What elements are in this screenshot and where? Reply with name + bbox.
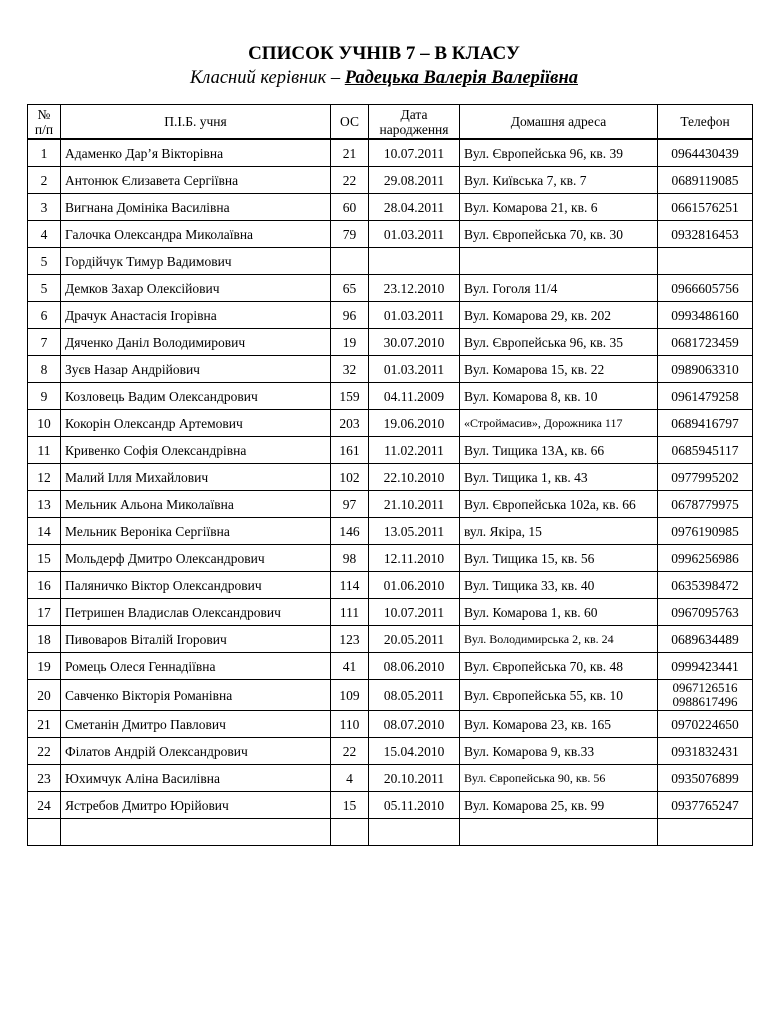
cell-os: 96 [331, 302, 369, 329]
cell-birth-date: 29.08.2011 [369, 167, 460, 194]
cell-os: 109 [331, 680, 369, 711]
table-row [28, 194, 753, 221]
cell-number: 13 [28, 491, 61, 518]
cell-address: Вул. Комарова 29, кв. 202 [460, 302, 658, 329]
phone-number: 0988617496 [672, 694, 738, 709]
cell-address: Вул. Європейська 102а, кв. 66 [460, 491, 658, 518]
cell-os: 203 [331, 410, 369, 437]
cell-phone [658, 275, 753, 302]
phone-number: 0685945117 [671, 442, 739, 458]
cell-address: Вул. Європейська 90, кв. 56 [460, 765, 658, 792]
column-header-phone: Телефон [658, 105, 753, 140]
cell-student-name: Козловець Вадим Олександрович [61, 383, 331, 410]
phone-number: 0935076899 [671, 770, 739, 786]
cell-number: 14 [28, 518, 61, 545]
cell-address: Вул. Тищика 33, кв. 40 [460, 572, 658, 599]
cell-phone [658, 139, 753, 167]
phone-number: 0996256986 [671, 550, 739, 566]
column-header-os: ОС [331, 105, 369, 140]
phone-number: 0689119085 [671, 172, 739, 188]
cell-phone [658, 464, 753, 491]
cell-address: Вул. Тищика 1, кв. 43 [460, 464, 658, 491]
cell-birth-date: 21.10.2011 [369, 491, 460, 518]
cell-address: Вул. Комарова 9, кв.33 [460, 738, 658, 765]
cell-os: 19 [331, 329, 369, 356]
table-header-row [28, 105, 753, 140]
cell-number: 3 [28, 194, 61, 221]
cell-number: 4 [28, 221, 61, 248]
table-row [28, 410, 753, 437]
cell-number: 18 [28, 626, 61, 653]
cell-address [460, 248, 658, 275]
cell-birth-date: 20.10.2011 [369, 765, 460, 792]
cell-student-name: Юхимчук Аліна Василівна [61, 765, 331, 792]
cell-address: Вул. Європейська 70, кв. 30 [460, 221, 658, 248]
cell-address: Вул. Комарова 15, кв. 22 [460, 356, 658, 383]
table-row [28, 738, 753, 765]
phone-number: 0961479258 [671, 388, 739, 404]
cell-student-name: Савченко Вікторія Романівна [61, 680, 331, 711]
cell-student-name: Галочка Олександра Миколаївна [61, 221, 331, 248]
teacher-label: Класний керівник – [190, 68, 345, 88]
cell-birth-date: 08.05.2011 [369, 680, 460, 711]
cell-os: 159 [331, 383, 369, 410]
cell-phone [658, 572, 753, 599]
phone-number: 0967126516 [672, 680, 738, 695]
cell-number: 2 [28, 167, 61, 194]
cell-address: вул. Якіра, 15 [460, 518, 658, 545]
cell-phone [658, 356, 753, 383]
cell-student-name: Антонюк Єлизавета Сергіївна [61, 167, 331, 194]
cell-student-name: Вигнана Домініка Василівна [61, 194, 331, 221]
cell-student-name: Адаменко Дар’я Вікторівна [61, 139, 331, 167]
cell-number: 1 [28, 139, 61, 167]
phone-number: 0966605756 [671, 280, 739, 296]
cell-birth-date: 08.06.2010 [369, 653, 460, 680]
table-row [28, 765, 753, 792]
phone-number: 0937765247 [671, 797, 739, 813]
cell-birth-date: 01.03.2011 [369, 302, 460, 329]
column-header-number-line2: п/п [34, 121, 54, 137]
cell-phone [658, 302, 753, 329]
column-header-number-line1: № [37, 106, 51, 122]
cell-birth-date [369, 248, 460, 275]
cell-address: Вул. Комарова 8, кв. 10 [460, 383, 658, 410]
cell-student-name: Пивоваров Віталій Ігорович [61, 626, 331, 653]
cell-phone [658, 599, 753, 626]
teacher-name: Радецька Валерія Валеріївна [344, 68, 578, 88]
cell-number: 22 [28, 738, 61, 765]
cell-birth-date: 05.11.2010 [369, 792, 460, 819]
cell-address: Вул. Київська 7, кв. 7 [460, 167, 658, 194]
cell-birth-date: 10.07.2011 [369, 599, 460, 626]
table-row [28, 437, 753, 464]
cell-birth-date: 11.02.2011 [369, 437, 460, 464]
cell-birth-date: 15.04.2010 [369, 738, 460, 765]
cell-number: 21 [28, 711, 61, 738]
cell-os: 22 [331, 738, 369, 765]
cell-birth-date: 23.12.2010 [369, 275, 460, 302]
page-title: СПИСОК УЧНІВ 7 – В КЛАСУ [248, 43, 520, 64]
cell-birth-date: 13.05.2011 [369, 518, 460, 545]
cell-os: 4 [331, 765, 369, 792]
table-row [28, 248, 753, 275]
table-row [28, 680, 753, 711]
cell-student-name: Малий Ілля Михайлович [61, 464, 331, 491]
cell-os: 114 [331, 572, 369, 599]
cell-student-name: Філатов Андрій Олександрович [61, 738, 331, 765]
cell-student-name: Зуєв Назар Андрійович [61, 356, 331, 383]
cell-student-name: Ромець Олеся Геннадіївна [61, 653, 331, 680]
cell-address: Вул. Комарова 21, кв. 6 [460, 194, 658, 221]
cell-student-name [61, 819, 331, 846]
phone-number: 0989063310 [671, 361, 739, 377]
cell-os: 98 [331, 545, 369, 572]
cell-address: Вул. Комарова 25, кв. 99 [460, 792, 658, 819]
cell-birth-date: 22.10.2010 [369, 464, 460, 491]
phone-number: 0932816453 [671, 226, 739, 242]
cell-birth-date [369, 819, 460, 846]
cell-phone [658, 167, 753, 194]
phone-number: 0678779975 [671, 496, 739, 512]
cell-phone [658, 221, 753, 248]
cell-birth-date: 30.07.2010 [369, 329, 460, 356]
cell-student-name: Ястребов Дмитро Юрійович [61, 792, 331, 819]
cell-os: 110 [331, 711, 369, 738]
cell-number: 15 [28, 545, 61, 572]
cell-address: Вул. Гоголя 11/4 [460, 275, 658, 302]
table-row [28, 518, 753, 545]
cell-address: Вул. Володимирська 2, кв. 24 [460, 626, 658, 653]
cell-birth-date: 01.03.2011 [369, 221, 460, 248]
cell-student-name: Мельник Альона Миколаївна [61, 491, 331, 518]
column-header-name: П.І.Б. учня [61, 105, 331, 140]
cell-os: 102 [331, 464, 369, 491]
table-row [28, 221, 753, 248]
table-row [28, 302, 753, 329]
table-row [28, 545, 753, 572]
cell-student-name: Дяченко Даніл Володимирович [61, 329, 331, 356]
cell-student-name: Сметанін Дмитро Павлович [61, 711, 331, 738]
cell-number: 10 [28, 410, 61, 437]
cell-os: 32 [331, 356, 369, 383]
cell-phone [658, 792, 753, 819]
phone-number: 0689634489 [671, 631, 739, 647]
cell-address: Вул. Європейська 96, кв. 35 [460, 329, 658, 356]
table-row [28, 626, 753, 653]
cell-phone [658, 437, 753, 464]
cell-number: 6 [28, 302, 61, 329]
cell-number: 8 [28, 356, 61, 383]
cell-os: 41 [331, 653, 369, 680]
cell-birth-date: 08.07.2010 [369, 711, 460, 738]
cell-os: 15 [331, 792, 369, 819]
table-row [28, 329, 753, 356]
phone-number: 0689416797 [671, 415, 739, 431]
cell-number: 17 [28, 599, 61, 626]
phone-number: 0977995202 [671, 469, 739, 485]
phone-number: 0993486160 [671, 307, 739, 323]
phone-number: 0976190985 [671, 523, 739, 539]
cell-number: 12 [28, 464, 61, 491]
cell-student-name: Гордійчук Тимур Вадимович [61, 248, 331, 275]
cell-number: 11 [28, 437, 61, 464]
cell-address: Вул. Європейська 96, кв. 39 [460, 139, 658, 167]
cell-number: 19 [28, 653, 61, 680]
cell-os: 21 [331, 139, 369, 167]
cell-os: 161 [331, 437, 369, 464]
cell-os: 123 [331, 626, 369, 653]
cell-os: 146 [331, 518, 369, 545]
cell-student-name: Драчук Анастасія Ігорівна [61, 302, 331, 329]
table-row [28, 464, 753, 491]
cell-os: 97 [331, 491, 369, 518]
cell-birth-date: 04.11.2009 [369, 383, 460, 410]
cell-phone [658, 410, 753, 437]
cell-os: 22 [331, 167, 369, 194]
phone-number: 0661576251 [671, 199, 739, 215]
phone-number: 0967095763 [671, 604, 739, 620]
cell-phone [658, 383, 753, 410]
cell-student-name: Кокорін Олександр Артемович [61, 410, 331, 437]
cell-os: 60 [331, 194, 369, 221]
cell-address: Вул. Тищика 13А, кв. 66 [460, 437, 658, 464]
cell-address: Вул. Європейська 70, кв. 48 [460, 653, 658, 680]
cell-phone [658, 738, 753, 765]
table-row [28, 711, 753, 738]
table-row [28, 383, 753, 410]
cell-os [331, 248, 369, 275]
table-body [28, 139, 753, 846]
cell-os: 65 [331, 275, 369, 302]
cell-os [331, 819, 369, 846]
cell-address: Вул. Комарова 1, кв. 60 [460, 599, 658, 626]
phone-number: 0681723459 [671, 334, 739, 350]
cell-birth-date: 28.04.2011 [369, 194, 460, 221]
cell-number: 23 [28, 765, 61, 792]
table-row [28, 819, 753, 846]
cell-phone [658, 194, 753, 221]
cell-phone [658, 491, 753, 518]
phone-number: 0970224650 [671, 716, 739, 732]
table-row [28, 356, 753, 383]
cell-os: 79 [331, 221, 369, 248]
cell-student-name: Мольдерф Дмитро Олександрович [61, 545, 331, 572]
page-subtitle [0, 66, 768, 90]
table-row [28, 491, 753, 518]
cell-number: 7 [28, 329, 61, 356]
cell-student-name: Демков Захар Олексійович [61, 275, 331, 302]
table-row [28, 792, 753, 819]
phone-number: 0999423441 [671, 658, 739, 674]
phone-number: 0635398472 [671, 577, 739, 593]
cell-number: 5 [28, 275, 61, 302]
cell-phone [658, 545, 753, 572]
table-row [28, 599, 753, 626]
table-row [28, 139, 753, 167]
cell-student-name: Мельник Вероніка Сергіївна [61, 518, 331, 545]
cell-student-name: Паляничко Віктор Олександрович [61, 572, 331, 599]
cell-phone [658, 626, 753, 653]
table-row [28, 572, 753, 599]
cell-student-name: Петришен Владислав Олександрович [61, 599, 331, 626]
cell-birth-date: 19.06.2010 [369, 410, 460, 437]
column-header-number [28, 105, 61, 140]
cell-student-name: Кривенко Софія Олександрівна [61, 437, 331, 464]
cell-address [460, 819, 658, 846]
document-header [0, 42, 768, 90]
cell-os: 111 [331, 599, 369, 626]
cell-number: 20 [28, 680, 61, 711]
cell-phone [658, 819, 753, 846]
cell-number: 16 [28, 572, 61, 599]
cell-number: 24 [28, 792, 61, 819]
phone-number: 0964430439 [671, 145, 739, 161]
cell-birth-date: 20.05.2011 [369, 626, 460, 653]
cell-address: Вул. Тищика 15, кв. 56 [460, 545, 658, 572]
phone-number: 0931832431 [671, 743, 739, 759]
cell-number [28, 819, 61, 846]
cell-address: Вул. Комарова 23, кв. 165 [460, 711, 658, 738]
cell-number: 5 [28, 248, 61, 275]
cell-phone [658, 765, 753, 792]
cell-address: «Строймасив», Дорожника 117 [460, 410, 658, 437]
cell-phone [658, 711, 753, 738]
cell-birth-date: 10.07.2011 [369, 139, 460, 167]
column-header-address: Домашня адреса [460, 105, 658, 140]
cell-phone [658, 653, 753, 680]
cell-phone [658, 329, 753, 356]
cell-phone [658, 680, 753, 711]
table-row [28, 167, 753, 194]
column-header-date: Дата народження [369, 105, 460, 140]
cell-phone [658, 518, 753, 545]
cell-birth-date: 12.11.2010 [369, 545, 460, 572]
cell-number: 9 [28, 383, 61, 410]
cell-birth-date: 01.03.2011 [369, 356, 460, 383]
cell-birth-date: 01.06.2010 [369, 572, 460, 599]
cell-phone [658, 248, 753, 275]
table-row [28, 653, 753, 680]
table-row [28, 275, 753, 302]
students-table [27, 104, 753, 846]
cell-address: Вул. Європейська 55, кв. 10 [460, 680, 658, 711]
